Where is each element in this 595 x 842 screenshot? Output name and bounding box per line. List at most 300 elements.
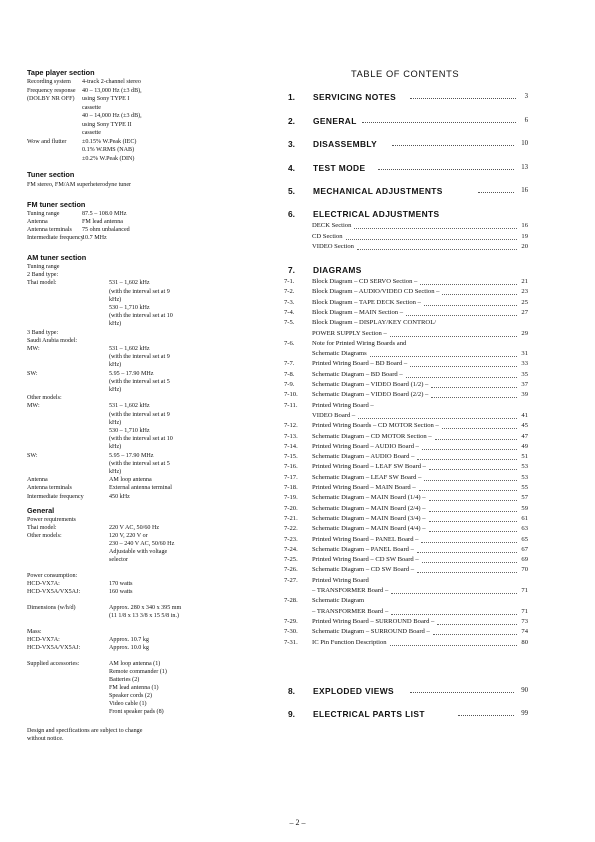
- leader-dots: [391, 614, 517, 615]
- spec-value: cassette: [82, 104, 101, 111]
- spec-value: 5.95 – 17.90 MHz: [109, 452, 154, 459]
- spec-label: Dimensions (w/h/d): [27, 605, 76, 611]
- spec-value: AM loop antenna (1): [109, 661, 161, 667]
- toc-entry[interactable]: [284, 340, 528, 350]
- entry-page: 20: [521, 243, 528, 250]
- entry-page: 70: [521, 566, 528, 574]
- toc-entry[interactable]: [284, 299, 528, 309]
- toc-entry[interactable]: [284, 566, 528, 576]
- entry-title: Schematic Diagram – VIDEO Board (1/2) –: [312, 381, 429, 388]
- toc-entry[interactable]: [284, 422, 528, 432]
- entry-number: 7-22.: [284, 525, 298, 533]
- entry-title: IC Pin Function Description: [312, 638, 387, 646]
- entry-number: 7-13.: [284, 432, 298, 440]
- toc-entry[interactable]: [284, 556, 528, 566]
- spec-label: MW:: [27, 403, 40, 410]
- section-page: 13: [521, 164, 528, 171]
- spec-label: MW:: [27, 346, 40, 352]
- disclaimer-line-1: Design and specifications are subject to change: [27, 728, 143, 734]
- spec-row: [27, 436, 267, 444]
- spec-row: [27, 395, 267, 403]
- spec-label: Supplied accessories:: [27, 661, 80, 667]
- spec-row: [27, 227, 267, 235]
- spec-row: [27, 565, 267, 573]
- entry-title: CD Section: [312, 232, 343, 240]
- section-title: SERVICING NOTES: [313, 92, 397, 102]
- toc-entry[interactable]: [284, 453, 528, 463]
- toc-entry[interactable]: [284, 360, 528, 370]
- tuner-section-heading: Tuner section: [27, 170, 75, 179]
- entry-page: 55: [521, 484, 528, 491]
- entry-number: 7-21.: [284, 514, 298, 522]
- spec-row: [27, 264, 267, 272]
- entry-page: 63: [521, 525, 528, 533]
- spec-row: [27, 130, 267, 139]
- entry-number: 7-8.: [284, 370, 295, 378]
- spec-value: 40 – 13,000 Hz (±3 dB),: [82, 87, 142, 94]
- leader-dots: [433, 634, 517, 635]
- entry-number: 7-27.: [284, 576, 298, 584]
- spec-value: FM lead antenna (1): [109, 685, 159, 691]
- entry-title: Printed Wiring Board – PANEL Board –: [312, 535, 419, 543]
- entry-title: Schematic Diagrams: [312, 350, 367, 358]
- entry-title: POWER SUPPLY Section –: [312, 329, 387, 337]
- toc-section-3[interactable]: [288, 139, 528, 151]
- spec-row: [27, 613, 267, 621]
- spec-value: 4-track 2-channel stereo: [82, 79, 141, 85]
- spec-row: [27, 494, 267, 502]
- toc-entry[interactable]: [284, 587, 528, 597]
- entry-page: 35: [521, 370, 528, 378]
- spec-row: [27, 605, 267, 613]
- spec-row: [27, 379, 267, 387]
- spec-row: [27, 105, 267, 114]
- spec-value: Remote commander (1): [109, 669, 167, 675]
- leader-dots: [422, 562, 517, 563]
- tuner-description: FM stereo, FM/AM superheterodyne tuner: [27, 182, 132, 188]
- entry-page: 59: [521, 504, 528, 512]
- leader-dots: [429, 531, 517, 532]
- leader-dots: [390, 645, 517, 646]
- section-number: 9.: [288, 709, 295, 719]
- toc-entry[interactable]: [284, 618, 528, 628]
- entry-page: 37: [521, 381, 528, 388]
- toc-entry[interactable]: [284, 381, 528, 391]
- spec-value: 0.1% W.RMS (NAB): [82, 147, 135, 153]
- entry-title: Printed Wiring Board – LEAF SW Board –: [312, 463, 426, 471]
- leader-dots: [354, 228, 517, 229]
- spec-label: 2 Band type:: [27, 272, 59, 279]
- entry-number: 7-19.: [284, 494, 298, 502]
- toc-entry[interactable]: [284, 288, 528, 298]
- section-title: GENERAL: [313, 116, 357, 126]
- spec-label: Tuning range: [27, 211, 60, 217]
- spec-value: ±0.2% W.Peak (DIN): [82, 155, 135, 162]
- entry-page: 27: [521, 308, 528, 316]
- spec-row: [27, 313, 267, 321]
- toc-entry[interactable]: [284, 350, 528, 360]
- spec-label: HCD-VX7A:: [27, 581, 60, 587]
- spec-row: [27, 453, 267, 461]
- entry-number: 7-26.: [284, 566, 298, 574]
- spec-row: [27, 645, 267, 653]
- entry-title: Schematic Diagram – MAIN Board (3/4) –: [312, 514, 426, 522]
- section-page: 6: [524, 117, 528, 124]
- leader-dots: [417, 459, 517, 460]
- entry-number: 7-24.: [284, 545, 298, 553]
- section-page: 90: [521, 687, 528, 694]
- toc-entry[interactable]: [284, 505, 528, 515]
- leader-dots: [410, 98, 516, 99]
- toc-entry[interactable]: [284, 628, 528, 638]
- spec-value: kHz): [109, 387, 122, 393]
- entry-title: Schematic Diagram – MAIN Board (2/4) –: [312, 504, 426, 512]
- spec-value: AM loop antenna: [109, 477, 152, 484]
- spec-label: Thai model:: [27, 525, 57, 531]
- spec-value: 531 – 1,602 kHz: [109, 280, 150, 287]
- entry-page: 19: [521, 232, 528, 240]
- spec-value: ±0.15% W.Peak (IEC): [82, 138, 137, 145]
- spec-label: SW:: [27, 370, 38, 377]
- leader-dots: [417, 552, 517, 553]
- toc-entry[interactable]: [312, 243, 528, 253]
- spec-row: [27, 371, 267, 379]
- spec-value: 220 V AC, 50/60 Hz: [109, 525, 160, 531]
- toc-entry[interactable]: [284, 391, 528, 401]
- spec-value: using Sony TYPE II: [82, 121, 132, 128]
- spec-value: (with the interval set at 5: [109, 460, 170, 467]
- spec-row: [27, 517, 267, 525]
- toc-entry[interactable]: [284, 608, 528, 618]
- spec-row: [27, 677, 267, 685]
- spec-value: 5.95 – 17.90 MHz: [109, 370, 154, 377]
- entry-page: 33: [521, 360, 528, 368]
- spec-value: Approx. 280 x 340 x 395 mm: [109, 605, 182, 611]
- spec-value: 530 – 1,710 kHz: [109, 305, 150, 311]
- entry-title: Schematic Diagram – VIDEO Board (2/2) –: [312, 391, 429, 399]
- spec-row: [27, 338, 267, 346]
- spec-value: Adjustable with voltage: [109, 549, 168, 555]
- spec-label: Antenna terminals: [27, 227, 72, 233]
- spec-value: Front speaker pads (8): [109, 709, 164, 715]
- toc-entry[interactable]: [284, 371, 528, 381]
- toc-entry[interactable]: [284, 474, 528, 484]
- leader-dots: [362, 122, 516, 123]
- spec-row: [27, 330, 267, 338]
- spec-value: (with the interval set at 9: [109, 288, 170, 295]
- leader-dots: [429, 500, 517, 501]
- toc-entry[interactable]: [284, 309, 528, 319]
- spec-row: [27, 235, 267, 243]
- leader-dots: [391, 593, 517, 594]
- spec-row: [27, 709, 267, 717]
- toc-section-8[interactable]: [288, 686, 528, 698]
- leader-dots: [429, 521, 517, 522]
- spec-value: kHz): [109, 321, 122, 328]
- spec-value: (with the interval set at 10: [109, 313, 173, 320]
- entry-number: 7-9.: [284, 381, 295, 388]
- entry-page: 74: [521, 628, 528, 636]
- leader-dots: [431, 387, 517, 388]
- spec-value: 450 kHz: [109, 493, 130, 500]
- leader-dots: [419, 490, 517, 491]
- spec-label: Other models:: [27, 533, 62, 539]
- leader-dots: [435, 439, 517, 440]
- toc-entry[interactable]: [284, 546, 528, 556]
- toc-section-5[interactable]: [288, 186, 528, 198]
- leader-dots: [429, 469, 517, 470]
- entry-page: 71: [521, 607, 528, 615]
- entry-page: 57: [521, 494, 528, 502]
- entry-page: 80: [521, 638, 528, 646]
- entry-title: Printed Wiring Board – MAIN Board –: [312, 484, 416, 491]
- spec-row: [27, 701, 267, 709]
- spec-value: kHz): [109, 362, 122, 369]
- spec-label: HCD-VX7A:: [27, 637, 60, 643]
- spec-row: [27, 403, 267, 411]
- entry-number: 7-16.: [284, 463, 298, 471]
- toc-entry[interactable]: [284, 402, 528, 412]
- spec-label: Thai model:: [27, 280, 57, 287]
- spec-row: [27, 354, 267, 362]
- spec-value: (11 1/8 x 13 3/8 x 15 5/8 in.): [109, 613, 180, 619]
- spec-row: [27, 621, 267, 629]
- entry-title: Printed Wiring Board – CD SW Board –: [312, 556, 419, 564]
- spec-value: kHz): [109, 469, 122, 475]
- toc-entry[interactable]: [284, 536, 528, 546]
- spec-label: Intermediate frequency: [27, 493, 84, 500]
- entry-number: 7-20.: [284, 504, 298, 512]
- entry-page: 69: [521, 556, 528, 564]
- toc-entry[interactable]: [312, 233, 528, 243]
- entry-title: – TRANSFORMER Board –: [312, 587, 389, 594]
- spec-row: [27, 428, 267, 436]
- entry-number: 7-2.: [284, 288, 295, 296]
- entry-title: Schematic Diagram: [312, 597, 365, 605]
- spec-row: [27, 653, 267, 661]
- entry-title: Schematic Diagram – PANEL Board –: [312, 545, 414, 553]
- spec-value: 10.7 MHz: [82, 235, 107, 241]
- spec-value: Approx. 10.0 kg: [109, 645, 149, 651]
- toc-entry[interactable]: [284, 278, 528, 288]
- entry-page: 39: [521, 391, 528, 399]
- spec-value: External antenna terminal: [109, 485, 172, 492]
- spec-value: 531 – 1,602 kHz: [109, 403, 150, 410]
- spec-value: Approx. 10.7 kg: [109, 637, 149, 643]
- spec-value: (with the interval set at 9: [109, 354, 170, 361]
- entry-page: 29: [521, 329, 528, 337]
- spec-row: [27, 461, 267, 469]
- spec-label: Antenna terminals: [27, 485, 72, 492]
- entry-number: 7-1.: [284, 278, 295, 285]
- spec-row: [27, 533, 267, 541]
- section-title: ELECTRICAL PARTS LIST: [313, 709, 425, 719]
- entry-page: 51: [521, 453, 528, 461]
- toc-entry[interactable]: [284, 330, 528, 340]
- toc-entry[interactable]: [312, 222, 528, 232]
- leader-dots: [442, 428, 517, 429]
- spec-row: [27, 122, 267, 131]
- entry-number: 7-15.: [284, 453, 298, 461]
- spec-row: [27, 211, 267, 219]
- toc-section-7[interactable]: [288, 265, 528, 277]
- entry-page: 41: [521, 411, 528, 419]
- entry-title: Block Diagram – DISPLAY/KEY CONTROL/: [312, 319, 437, 327]
- section-page: 16: [521, 187, 528, 194]
- spec-row: [27, 305, 267, 313]
- spec-value: Speaker cords (2): [109, 693, 152, 699]
- spec-label: (DOLBY NR OFF): [27, 96, 75, 102]
- spec-value: 531 – 1,602 kHz: [109, 346, 150, 352]
- section-title: DIAGRAMS: [313, 265, 362, 275]
- spec-label: Antenna: [27, 477, 48, 484]
- spec-row: [27, 444, 267, 452]
- leader-dots: [392, 145, 514, 146]
- spec-label: SW:: [27, 452, 38, 459]
- spec-row: [27, 589, 267, 597]
- toc-entry[interactable]: [284, 463, 528, 473]
- leader-dots: [406, 315, 517, 316]
- spec-label: Tuning range: [27, 264, 60, 270]
- section-number: 7.: [288, 265, 295, 275]
- toc-entry[interactable]: [284, 597, 528, 607]
- toc-entry[interactable]: [284, 319, 528, 329]
- toc-section-1[interactable]: [288, 92, 528, 104]
- spec-value: using Sony TYPE I: [82, 96, 130, 102]
- section-number: 8.: [288, 686, 295, 696]
- leader-dots: [358, 418, 517, 419]
- spec-row: [27, 219, 267, 227]
- section-number: 2.: [288, 116, 295, 126]
- entry-number: 7-5.: [284, 319, 295, 327]
- entry-page: 67: [521, 545, 528, 553]
- spec-value: kHz): [109, 296, 122, 303]
- spec-label: Recording system: [27, 79, 71, 85]
- entry-page: 53: [521, 463, 528, 471]
- leader-dots: [410, 366, 517, 367]
- spec-row: [27, 156, 267, 165]
- entry-page: 65: [521, 535, 528, 543]
- toc-entry[interactable]: [284, 577, 528, 587]
- entry-number: 7-14.: [284, 442, 298, 450]
- spec-row: [27, 485, 267, 493]
- leader-dots: [420, 284, 517, 285]
- toc-entry[interactable]: [284, 494, 528, 504]
- entry-page: 61: [521, 514, 528, 522]
- spec-value: (with the interval set at 10: [109, 436, 173, 443]
- entry-page: 49: [521, 442, 528, 450]
- spec-value: 230 – 240 V AC, 50/60 Hz: [109, 541, 175, 547]
- spec-value: 120 V, 220 V or: [109, 533, 148, 539]
- toc-section-2[interactable]: [288, 116, 528, 128]
- section-number: 4.: [288, 163, 295, 173]
- leader-dots: [478, 192, 514, 193]
- spec-label: Other models:: [27, 395, 62, 402]
- spec-row: [27, 661, 267, 669]
- spec-label: Power consumption:: [27, 573, 78, 579]
- spec-row: [27, 280, 267, 288]
- spec-row: [27, 96, 267, 105]
- entry-number: 7-4.: [284, 308, 295, 316]
- toc-entry[interactable]: [284, 484, 528, 494]
- entry-title: Schematic Diagram – AUDIO Board –: [312, 453, 415, 461]
- toc-section-9[interactable]: [288, 709, 528, 721]
- leader-dots: [346, 239, 517, 240]
- entry-title: Printed Wiring Board –: [312, 401, 374, 409]
- spec-row: [27, 469, 267, 477]
- entry-number: 7-23.: [284, 535, 298, 543]
- spec-row: [27, 693, 267, 701]
- spec-row: [27, 629, 267, 637]
- toc-entry[interactable]: [284, 433, 528, 443]
- toc-entry[interactable]: [284, 639, 528, 649]
- spec-label: Intermediate frequency: [27, 235, 84, 241]
- spec-value: selector: [109, 557, 128, 563]
- section-title: MECHANICAL ADJUSTMENTS: [313, 186, 443, 196]
- section-title: DISASSEMBLY: [313, 139, 378, 149]
- spec-value: Video cable (1): [109, 701, 147, 707]
- entry-title: VIDEO Board –: [312, 411, 356, 419]
- spec-row: [27, 412, 267, 420]
- spec-label: Mass:: [27, 629, 42, 635]
- spec-label: 3 Band type:: [27, 329, 59, 336]
- entry-title: Schematic Diagram – CD MOTOR Section –: [312, 432, 432, 440]
- leader-dots: [458, 715, 514, 716]
- entry-number: 7-3.: [284, 298, 295, 306]
- disclaimer-line-2: without notice.: [27, 736, 64, 742]
- spec-row: [27, 113, 267, 122]
- entry-number: 7-7.: [284, 360, 295, 368]
- spec-row: [27, 147, 267, 156]
- toc-title: TABLE OF CONTENTS: [351, 69, 460, 79]
- spec-row: [27, 541, 267, 549]
- entry-number: 7-28.: [284, 597, 298, 605]
- leader-dots: [424, 305, 517, 306]
- toc-entry[interactable]: [284, 515, 528, 525]
- section-page: 10: [521, 140, 528, 147]
- section-page: 99: [521, 710, 528, 717]
- spec-value: cassette: [82, 130, 101, 136]
- entry-page: 53: [521, 473, 528, 481]
- entry-title: – TRANSFORMER Board –: [312, 607, 389, 615]
- spec-label: Antenna: [27, 219, 48, 225]
- toc-section-6[interactable]: [288, 209, 528, 221]
- toc-entry[interactable]: [284, 443, 528, 453]
- entry-title: Schematic Diagram – MAIN Board (1/4) –: [312, 494, 426, 502]
- toc-entry[interactable]: [284, 412, 528, 422]
- entry-title: Printed Wiring Boards – CD MOTOR Section –: [312, 422, 439, 430]
- section-title: EXPLODED VIEWS: [313, 686, 394, 696]
- entry-number: 7-11.: [284, 401, 298, 409]
- entry-title: Block Diagram – AUDIO/VIDEO CD Section –: [312, 288, 440, 296]
- section-number: 3.: [288, 139, 295, 149]
- spec-row: [27, 597, 267, 605]
- leader-dots: [390, 336, 517, 337]
- entry-page: 45: [521, 422, 528, 430]
- spec-row: [27, 79, 267, 88]
- entry-number: 7-31.: [284, 638, 298, 646]
- entry-page: 25: [521, 298, 528, 306]
- section-number: 1.: [288, 92, 295, 102]
- entry-title: Printed Wiring Board: [312, 576, 369, 584]
- spec-label: Power requirements: [27, 517, 76, 523]
- leader-dots: [378, 169, 514, 170]
- tape-section-heading: Tape player section: [27, 68, 95, 77]
- toc-entry[interactable]: [284, 525, 528, 535]
- toc-section-4[interactable]: [288, 163, 528, 175]
- spec-row: [27, 88, 267, 97]
- entry-title: Note for Printed Wiring Boards and: [312, 339, 407, 347]
